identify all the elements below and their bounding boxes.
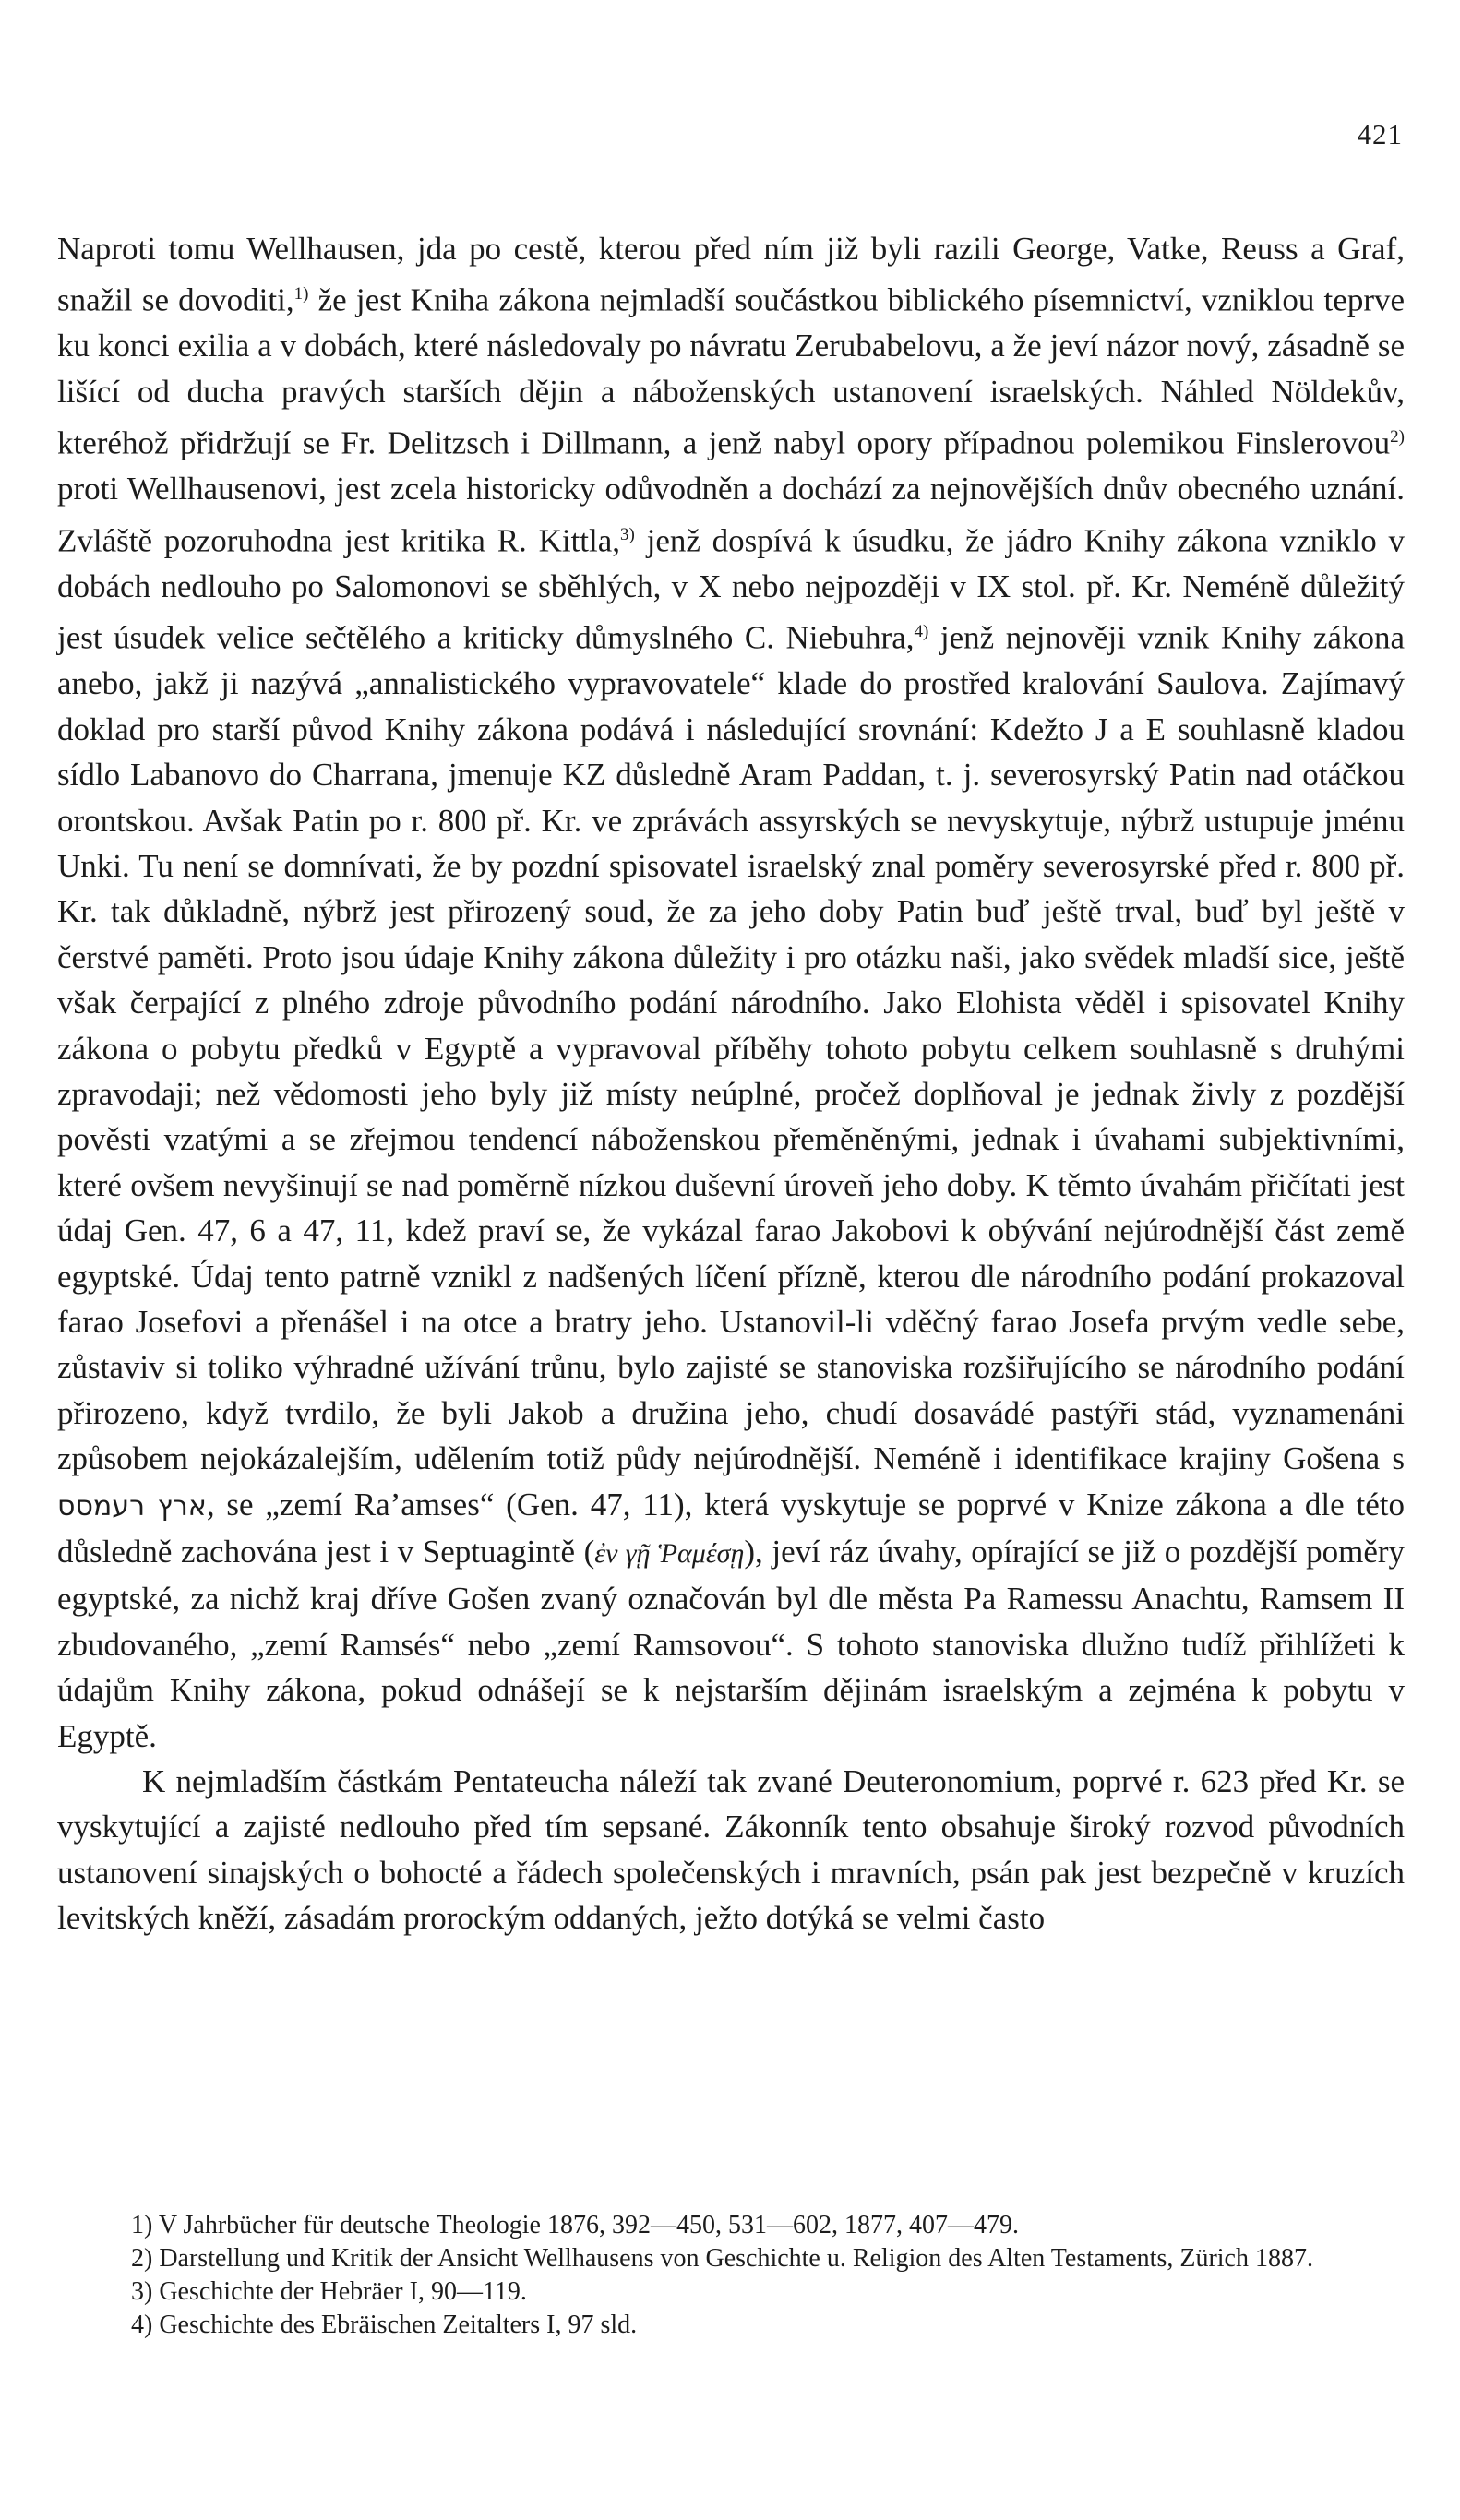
body-text xyxy=(57,226,1405,1941)
footnote-ref: 2) xyxy=(1390,427,1405,448)
footnote-ref: 3) xyxy=(620,524,635,544)
footnote-marker: 2) xyxy=(131,2244,153,2273)
footnote-marker: 4) xyxy=(131,2311,153,2339)
paragraph-text: , se „zemí Ra’amses“ (Gen. 47, 11), která vyskytuje se poprvé v Knize zákona a dle této důsledně zachována jest i v Septuagintě ( xyxy=(57,1486,1405,1570)
footnote-marker: 3) xyxy=(131,2277,153,2306)
paragraph-text: že jest Kniha zákona nejmladší součástkou biblického písemnictví, vzniklou teprve ku konci exilia a v dobách, které následovaly po návratu Zerubabelovu, a že jeví názor nový, zásadně se lišící od ducha pravých starších dějin a náboženských ustanovení israelských. Náhled Nöldekův, kteréhož přidržují se Fr. Delitzsch i Dillmann, a jenž nabyl opory případnou polemikou Finslerovou xyxy=(57,282,1406,461)
paragraph xyxy=(57,226,1405,1759)
footnote-ref: 1) xyxy=(293,284,309,305)
hebrew-phrase: ארץ רעמסס xyxy=(57,1489,207,1523)
footnote-ref: 4) xyxy=(914,622,929,642)
footnote xyxy=(57,2209,1405,2242)
paragraph: K nejmladším částkám Pentateucha náleží tak zvané Deuteronomium, poprvé r. 623 před Kr. se vyskytující a zajisté nedlouho před tím sepsané. Zákonník tento obsahuje široký rozvod původních ustanovení sinajských o bohocté a řádech společenských i mravních, psán pak jest bezpečně v kruzích levitských kněží, zásadám prorockým oddaných, ježto dotýká se velmi často xyxy=(57,1763,1405,1937)
footnote-marker: 1) xyxy=(131,2211,153,2239)
greek-phrase: ἐν γῇ Ῥαμέσῃ xyxy=(594,1538,745,1569)
footnote-text: Geschichte des Ebräischen Zeitalters I, 97 sld. xyxy=(152,2311,638,2339)
paragraph-text: jenž dospívá k úsudku, že jádro Knihy zákona vzniklo v dobách nedlouho po Salomonovi se sběhlých, v X nebo nejpozději v IX stol. př. Kr. Neméně důležitý jest úsudek velice sečtělého a kriticky důmyslného C. Niebuhra, xyxy=(57,522,1405,656)
footnote-text: Geschichte der Hebräer I, 90—119. xyxy=(152,2277,527,2306)
paragraph-text: Naproti tomu Wellhausen, jda po cestě, kterou před ním již byli razili George, Vatke, Reuss a Graf, snažil se dovoditi, xyxy=(57,231,1405,319)
paragraph-text: jenž nejnověji vznik Knihy zákona anebo, jakž ji nazývá „annalistického vypravovatele“ klade do prostřed kralování Saulova. Zajímavý doklad pro starší původ Knihy zákona podává i následující srovnání: Kdežto J a E souhlasně kladou sídlo Labanovo do Charrana, jmenuje KZ důsledně Aram Paddan, t. j. severosyrský Patin nad otáčkou orontskou. Avšak Patin po r. 800 př. Kr. ve zprávách assyrských se nevyskytuje, nýbrž ustupuje jménu Unki. Tu není se domnívati, že by pozdní spisovatel israelský znal poměry severosyrské před r. 800 př. Kr. tak důkladně, nýbrž jest přirozený soud, že za jeho doby Patin buď ještě trval, buď byl ještě v čerstvé paměti. Proto jsou údaje Knihy zákona důležity i pro otázku naši, jako svědek mladší sice, ještě však čerpající z plného zdroje původního podání národního. Jako Elohista věděl i spisovatel Knihy zákona o pobytu předků v Egyptě a vypravoval příběhy tohoto pobytu celkem souhlasně s druhými zpravodaji; než vědomosti jeho byly již místy neúplné, pročež doplňoval je jednak živly z pozdější pověsti vzatými a se zřejmou tendencí náboženskou přeměněnými, jednak i úvahami subjektivními, které ovšem nevyšinují se nad poměrně nízkou duševní úroveň jeho doby. K těmto úvahám přičítati jest údaj Gen. 47, 6 a 47, 11, kdež praví se, že vykázal farao Jakobovi k obývání nejúrodnější část země egyptské. Údaj tento patrně vznikl z nadšených líčení přízně, kterou dle národního podání prokazoval farao Josefovi a přenášel i na otce a bratry jeho. Ustanovil-li vděčný farao Josefa prvým vedle sebe, zůstaviv si toliko výhradné užívání trůnu, bylo zajisté se stanoviska rozšiřujícího se národního podání přirozeno, když tvrdilo, že byli Jakob a družina jeho, chudí dosavádé pastýři stád, vyznamenáni způsobem nejokázalejším, udělením totiž půdy nejúrodnější. Neméně i identifikace krajiny Gošena s xyxy=(57,619,1406,1477)
paragraph-text: proti Wellhausenovi, jest zcela historicky odůvodněn a dochází za nejnovějších dnův obecného uznání. Zvláště pozoruhodna jest kritika R. Kittla, xyxy=(57,471,1405,559)
footnote xyxy=(57,2309,1405,2342)
paragraph-text: ), jeví ráz úvahy, opírající se již o pozdější poměry egyptské, za nichž kraj dříve Gošen zvaný označován byl dle města Pa Ramessu Anachtu, Ramsem II zbudovaného, „zemí Ramsés“ nebo „zemí Ramsovou“. S tohoto stanoviska dlužno tudíž přihlížeti k údajům Knihy zákona, pokud odnášejí se k nejstarším dějinám israelským a zejména k pobytu v Egyptě. xyxy=(57,1534,1406,1754)
footnote-text: V Jahrbücher für deutsche Theologie 1876, 392—450, 531—602, 1877, 407—479. xyxy=(152,2211,1019,2239)
footnotes xyxy=(57,2209,1405,2342)
footnote xyxy=(57,2242,1405,2275)
footnote xyxy=(57,2275,1405,2309)
footnote-text: Darstellung und Kritik der Ansicht Wellhausens von Geschichte u. Religion des Alten Testaments, Zürich 1887. xyxy=(152,2244,1313,2273)
page-number: 421 xyxy=(1357,118,1403,150)
